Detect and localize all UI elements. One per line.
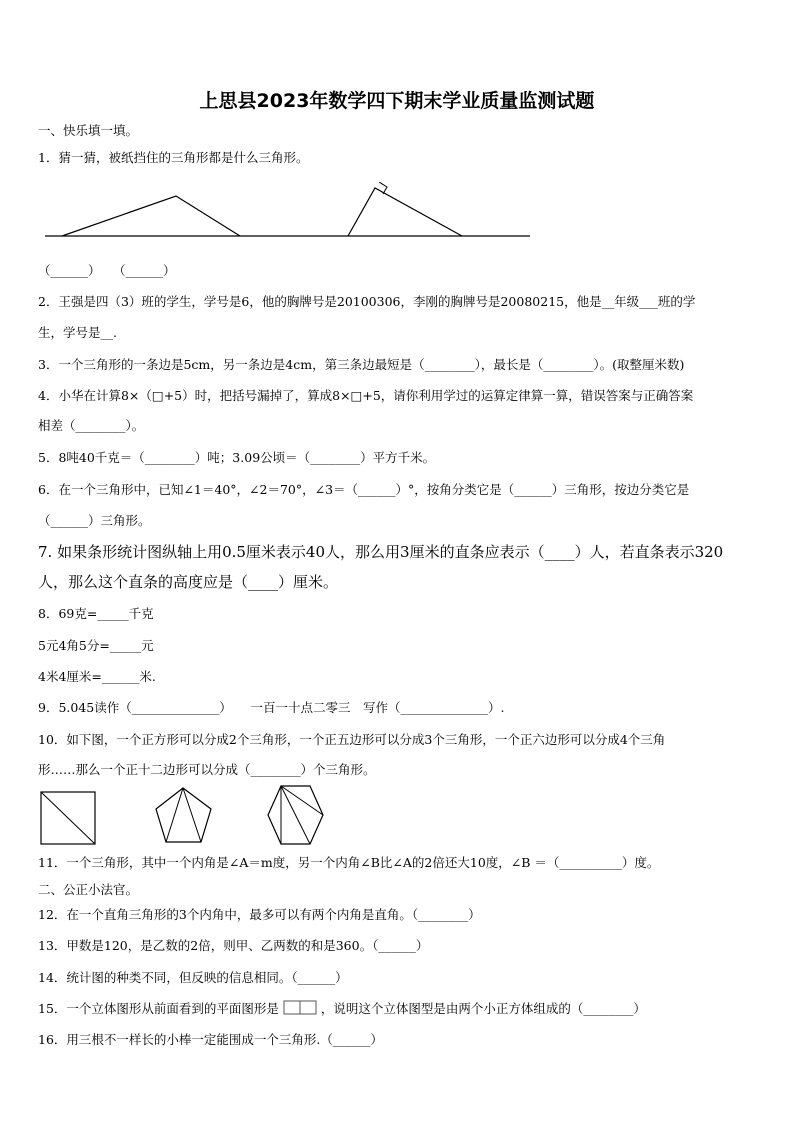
question-8-line-2: 5元4角5分=_____元: [38, 638, 154, 653]
question-10-line-2: 形……那么一个正十二边形可以分成（________）个三角形。: [38, 762, 376, 777]
page-title: 上思县2023年数学四下期末学业质量监测试题: [199, 90, 595, 112]
hidden-triangles-figure: [40, 182, 535, 242]
question-9: 9．5.045读作（______________） 一百一十点二零三 写作（______________）.: [38, 700, 505, 715]
question-10-line-1: 10．如下图，一个正方形可以分成2个三角形，一个正五边形可以分成3个三角形，一个正六边形可以分成4个三角: [38, 732, 666, 747]
two-squares-front-view-icon: [283, 1000, 317, 1015]
section-2-heading: 二、公正小法官。: [38, 882, 139, 897]
question-15: [38, 999, 646, 1017]
question-2-line-1: 2．王强是四（3）班的学生，学号是6，他的胸牌号是20100306，李刚的胸牌号是20080215，他是__年级___班的学: [38, 294, 696, 309]
question-7-line-2: 人，那么这个直条的高度应是（____）厘米。: [38, 573, 339, 591]
question-1-blanks: （______） （______）: [38, 263, 176, 278]
question-11: 11．一个三角形，其中一个内角是∠A＝m度，另一个内角∠B比∠A的2倍还大10度，∠B ＝（__________）度。: [38, 855, 660, 870]
question-3: 3．一个三角形的一条边是5cm，另一条边是4cm，第三条边最短是（________），最长是（________）。(取整厘米数): [38, 357, 685, 372]
question-12: 12．在一个直角三角形的3个内角中，最多可以有两个内角是直角。（________）: [38, 907, 481, 922]
question-2-line-2: 生，学号是__.: [38, 325, 117, 340]
question-1: 1．猜一猜，被纸挡住的三角形都是什么三角形。: [38, 150, 309, 165]
question-5: 5．8吨40千克＝（________）吨；3.09公顷＝（________）平方千米。: [38, 450, 436, 465]
question-14: 14．统计图的种类不同，但反映的信息相同。（______）: [38, 970, 348, 985]
question-8-line-1: 8．69克=_____千克: [38, 606, 154, 621]
question-15-part-1: 15．一个立体图形从前面看到的平面图形是: [38, 1001, 279, 1016]
polygon-division-figure: [36, 784, 336, 848]
question-7-line-1: 7. 如果条形统计图纵轴上用0.5厘米表示40人，那么用3厘米的直条应表示（____）人，若直条表示320: [38, 543, 724, 561]
question-16: 16．用三根不一样长的小棒一定能围成一个三角形.（______）: [38, 1032, 383, 1047]
question-6-line-1: 6．在一个三角形中，已知∠1＝40°，∠2＝70°，∠3＝（______）°，按角分类它是（______）三角形，按边分类它是: [38, 482, 690, 497]
question-4-line-1: 4．小华在计算8×（□+5）时，把括号漏掉了，算成8×□+5，请你利用学过的运算定律算一算，错误答案与正确答案: [38, 388, 694, 403]
question-13: 13．甲数是120，是乙数的2倍，则甲、乙两数的和是360。（______）: [38, 938, 429, 953]
question-6-line-2: （______）三角形。: [38, 513, 151, 528]
question-15-part-2: ，说明这个立体图型是由两个小正方体组成的（________）: [320, 1001, 646, 1016]
question-8-line-3: 4米4厘米=______米.: [38, 669, 156, 684]
section-1-heading: 一、快乐填一填。: [38, 123, 139, 138]
question-4-line-2: 相差（________）。: [38, 418, 145, 433]
